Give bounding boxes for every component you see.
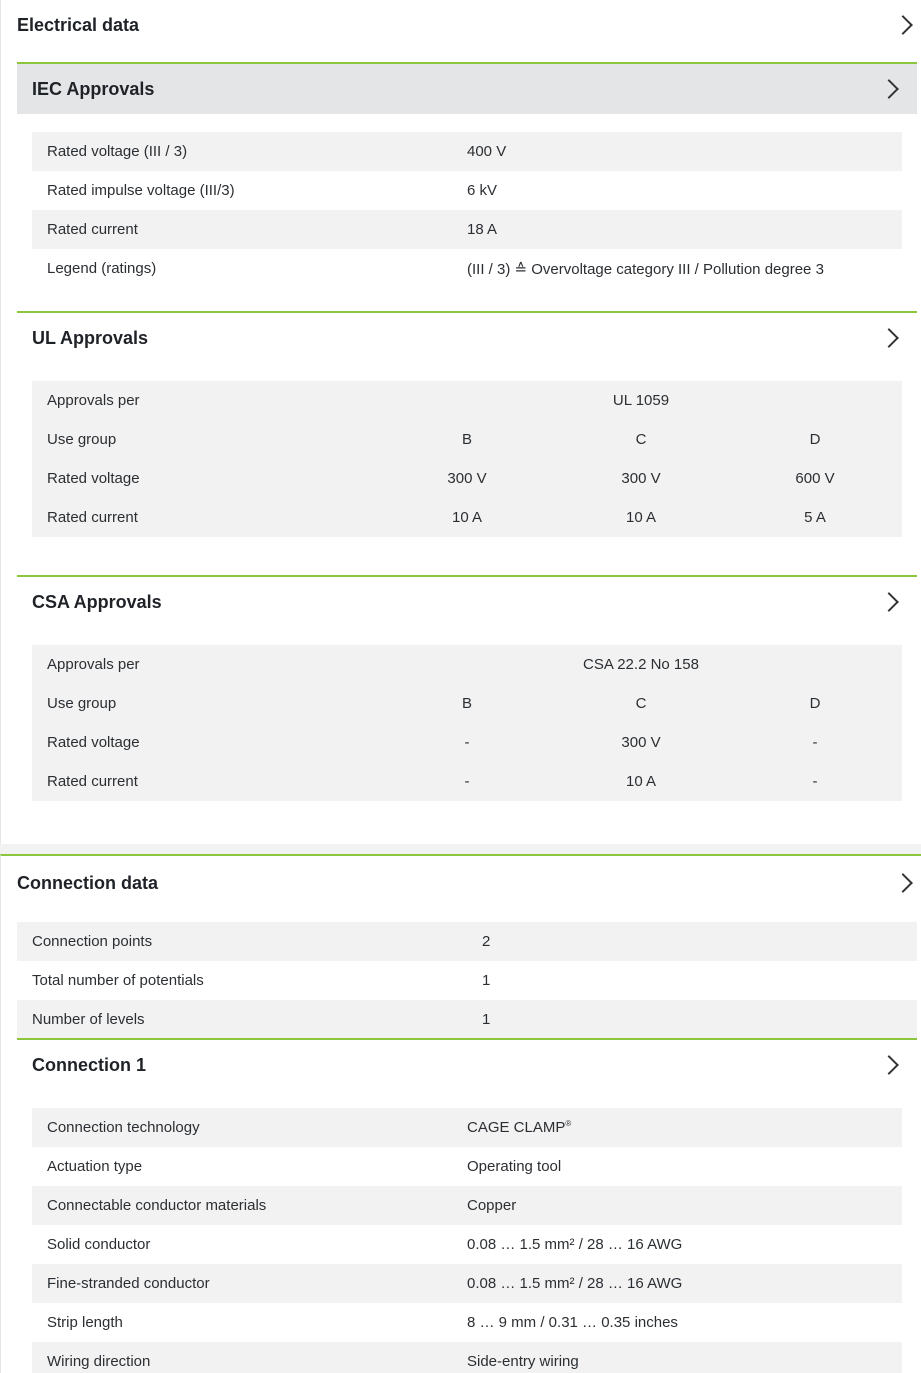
row-value: 2 <box>482 933 491 950</box>
table-row <box>32 459 902 498</box>
row-value: 400 V <box>467 143 507 160</box>
table-row <box>17 961 917 1000</box>
iec-approvals-title: IEC Approvals <box>32 78 155 99</box>
row-label: Strip length <box>47 1314 123 1331</box>
iec-approvals-section <box>17 62 917 312</box>
ul-approvals-section <box>17 311 917 575</box>
table-row <box>32 420 902 459</box>
voltage-value: - <box>464 734 470 751</box>
connection-1-table <box>32 1108 902 1373</box>
row-value: 8 … 9 mm / 0.31 … 0.35 inches <box>467 1314 678 1331</box>
table-row <box>32 249 902 288</box>
row-label: Rated impulse voltage (III/3) <box>47 182 235 199</box>
ul-approvals-header[interactable] <box>17 313 917 363</box>
connection-technology-value: CAGE CLAMP <box>467 1119 566 1136</box>
csa-approvals-title: CSA Approvals <box>32 591 162 612</box>
row-label: Solid conductor <box>47 1236 151 1253</box>
table-row <box>32 381 902 420</box>
table-row <box>17 1000 917 1039</box>
row-label: Approvals per <box>47 656 140 673</box>
voltage-value: 300 V <box>621 470 661 487</box>
table-row <box>32 1225 902 1264</box>
chevron-right-icon[interactable] <box>879 591 901 613</box>
table-row <box>32 171 902 210</box>
row-label: Legend (ratings) <box>47 260 157 277</box>
row-label: Connection technology <box>47 1119 200 1136</box>
row-value: (III / 3) ≙ Overvoltage category III / Pollution degree 3 <box>467 260 824 278</box>
current-value: 10 A <box>625 509 657 526</box>
table-row <box>17 922 917 961</box>
table-row <box>32 723 902 762</box>
table-row <box>32 762 902 801</box>
row-label: Number of levels <box>32 1011 145 1028</box>
table-row <box>32 132 902 171</box>
table-row <box>32 210 902 249</box>
current-value: - <box>812 773 818 790</box>
row-label: Use group <box>47 695 117 712</box>
group-value: B <box>461 695 472 712</box>
group-value: B <box>461 431 472 448</box>
row-value: 1 <box>482 972 491 989</box>
row-label: Total number of potentials <box>32 972 204 989</box>
row-label: Rated voltage <box>47 470 140 487</box>
row-value: Operating tool <box>467 1158 562 1175</box>
row-label: Rated current <box>47 509 138 526</box>
voltage-value: 600 V <box>795 470 835 487</box>
table-row <box>32 1147 902 1186</box>
row-value: Side-entry wiring <box>467 1353 579 1370</box>
row-value: CSA 22.2 No 158 <box>583 656 699 673</box>
row-value: 1 <box>482 1011 491 1028</box>
row-value: Copper <box>467 1197 517 1214</box>
row-label: Use group <box>47 431 117 448</box>
row-value: 0.08 … 1.5 mm² / 28 … 16 AWG <box>467 1236 683 1253</box>
registered-mark: ® <box>565 1119 572 1128</box>
electrical-data-title: Electrical data <box>17 14 140 35</box>
connection-1-section <box>17 1038 917 1373</box>
row-value: 18 A <box>467 221 498 238</box>
row-label: Approvals per <box>47 392 140 409</box>
table-row <box>32 1264 902 1303</box>
chevron-right-icon[interactable] <box>879 78 901 100</box>
row-value: UL 1059 <box>612 392 670 409</box>
row-label: Rated voltage <box>47 734 140 751</box>
row-label: Rated current <box>47 221 138 238</box>
current-value: 5 A <box>804 509 826 526</box>
connection-data-panel <box>0 854 921 1373</box>
row-value <box>467 1119 902 1136</box>
connection-data-header[interactable] <box>17 858 921 908</box>
chevron-right-icon[interactable] <box>879 1054 901 1076</box>
section-divider <box>0 844 921 854</box>
table-row <box>32 1186 902 1225</box>
iec-approvals-header[interactable] <box>17 64 917 114</box>
row-value: 6 kV <box>467 182 498 199</box>
row-value: 0.08 … 1.5 mm² / 28 … 16 AWG <box>467 1275 683 1292</box>
row-label: Connectable conductor materials <box>47 1197 267 1214</box>
table-row <box>32 1108 902 1147</box>
table-row <box>32 1303 902 1342</box>
csa-approvals-table <box>32 645 902 801</box>
table-row <box>32 684 902 723</box>
row-label: Connection points <box>32 933 153 950</box>
row-label: Fine-stranded conductor <box>47 1275 210 1292</box>
group-value: C <box>635 695 647 712</box>
table-row <box>32 645 902 684</box>
group-value: C <box>635 431 647 448</box>
connection-data-title: Connection data <box>17 872 159 893</box>
current-value: 10 A <box>625 773 657 790</box>
csa-approvals-header[interactable] <box>17 577 917 627</box>
row-label: Wiring direction <box>47 1353 151 1370</box>
row-label: Rated current <box>47 773 138 790</box>
ul-approvals-table <box>32 381 902 537</box>
iec-approvals-table <box>32 132 902 288</box>
ul-approvals-title: UL Approvals <box>32 327 149 348</box>
voltage-value: 300 V <box>621 734 661 751</box>
current-value: 10 A <box>451 509 483 526</box>
current-value: - <box>464 773 470 790</box>
voltage-value: 300 V <box>447 470 487 487</box>
group-value: D <box>809 695 821 712</box>
connection-1-header[interactable] <box>17 1040 917 1090</box>
chevron-right-icon[interactable] <box>879 327 901 349</box>
row-label: Actuation type <box>47 1158 143 1175</box>
chevron-right-icon[interactable] <box>893 872 915 894</box>
row-label: Rated voltage (III / 3) <box>47 143 188 160</box>
chevron-right-icon[interactable] <box>893 14 915 36</box>
table-row <box>32 1342 902 1373</box>
electrical-data-header[interactable] <box>17 0 921 50</box>
connection-data-table <box>17 922 917 1039</box>
connection-1-title: Connection 1 <box>32 1054 147 1075</box>
csa-approvals-section <box>17 575 917 839</box>
group-value: D <box>809 431 821 448</box>
table-row <box>32 498 902 537</box>
voltage-value: - <box>812 734 818 751</box>
